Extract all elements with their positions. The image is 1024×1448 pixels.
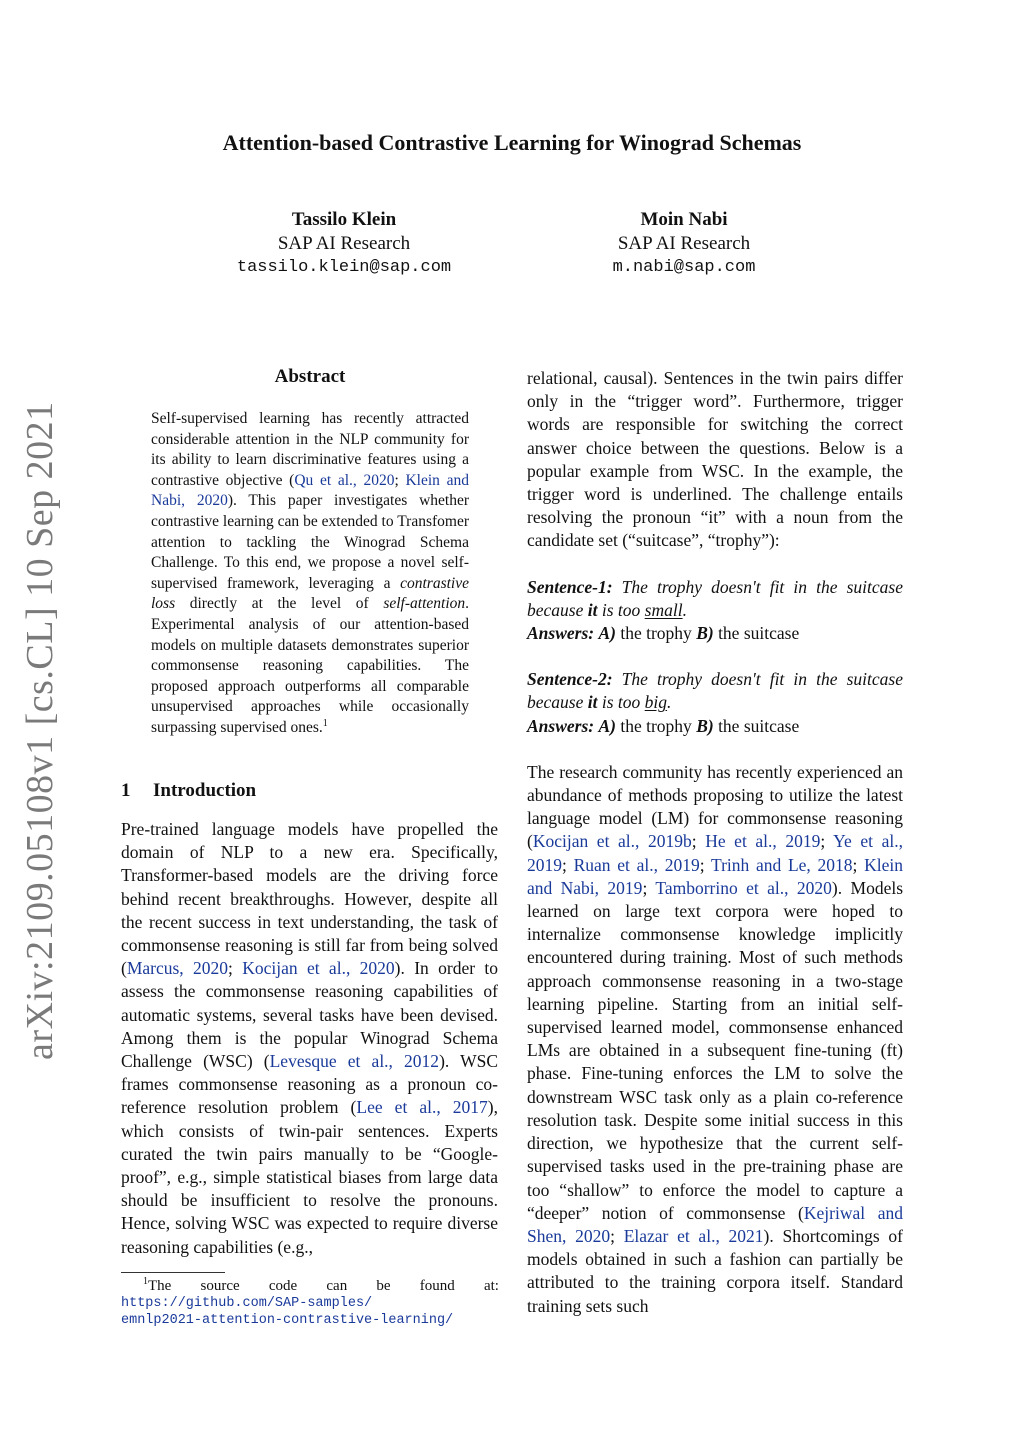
footnote-word <box>143 1278 171 1295</box>
answer-option-text: the trophy <box>615 715 697 736</box>
answer-option-label: B) <box>696 715 714 736</box>
text-run: ; <box>610 1225 624 1246</box>
example-text: . <box>682 599 687 620</box>
example-label: Sentence-1: <box>527 576 613 597</box>
citation-link[interactable]: Trinh and Le, 2018 <box>711 854 853 875</box>
text-run: ; <box>691 831 706 852</box>
citation-link[interactable]: Kejriwal and Shen, 2020 <box>527 1202 903 1246</box>
right-column <box>527 367 903 1318</box>
answer-option-label: A) <box>598 715 616 736</box>
text-run: ; <box>642 877 656 898</box>
footnote-text <box>121 1278 499 1295</box>
emphasis: self-attention <box>383 595 466 613</box>
footnote-word: code <box>268 1278 298 1294</box>
citation-link[interactable]: Kocijan et al., 2019b <box>532 831 692 852</box>
citation-link[interactable]: Tamborrino et al., 2020 <box>655 877 832 898</box>
author-email[interactable]: m.nabi@sap.com <box>612 258 756 277</box>
text-run: The research community has recently experienced an abundance of methods proposing to utilize the latest language model (LM) for commonsense reasoning ( <box>527 761 903 852</box>
trigger-word: big <box>644 692 668 713</box>
author-block <box>524 208 844 280</box>
example-text: . <box>667 692 672 713</box>
text-run: ; <box>562 854 574 875</box>
text-run: directly at the level of <box>175 595 384 613</box>
author-affiliation: SAP AI Research <box>277 233 411 254</box>
pronoun-highlight: it <box>587 692 598 713</box>
example-text: The trophy doesn't fit in the suitcase because <box>527 576 903 620</box>
example-text: The trophy doesn't fit in the suitcase because <box>527 669 903 713</box>
trigger-word: small <box>644 599 683 620</box>
footnote-mark: 1 <box>143 1276 148 1287</box>
answers-label: Answers: <box>527 623 595 644</box>
citation-link[interactable]: Klein and Nabi, 2020 <box>151 471 469 510</box>
example-text: is too <box>597 599 645 620</box>
example-label: Sentence-2: <box>527 669 613 690</box>
text-run: ; <box>699 854 711 875</box>
footnote-mark[interactable]: 1 <box>322 717 328 729</box>
example-sentence-1 <box>527 576 903 646</box>
citation-link[interactable]: Ruan et al., 2019 <box>573 854 700 875</box>
author-name: Tassilo Klein <box>291 209 397 230</box>
answers-label: Answers: <box>527 715 595 736</box>
answer-option-label: A) <box>598 623 616 644</box>
footnote-word: can <box>326 1278 348 1294</box>
footnote-word: be <box>376 1278 391 1294</box>
author-email[interactable]: tassilo.klein@sap.com <box>236 258 452 277</box>
citation-link[interactable]: Marcus, 2020 <box>126 958 229 979</box>
text-run: . Experimental analysis of our attention-based models on multiple datasets demonstrates superior commonsense reasoning capabilities. The proposed approach outperforms all comparable unsupervised approaches while occasionally surpassing supervised ones. <box>151 595 469 736</box>
author-affiliation: SAP AI Research <box>617 233 751 254</box>
section-heading <box>121 780 501 802</box>
arxiv-identifier-stamp: arXiv:2109.05108v1 [cs.CL] 10 Sep 2021 <box>19 401 61 1060</box>
text-run: ). Shortcomings of models obtained in such a fashion can partially be attributed to the training corpora itself. Standard training sets such <box>527 1225 903 1316</box>
footnote-url-link[interactable]: https://github.com/SAP-samples/ <box>121 1296 373 1311</box>
answer-option-text: the suitcase <box>713 623 800 644</box>
text-run: ; <box>852 854 865 875</box>
footnote-word: found <box>419 1278 455 1294</box>
section-number: 1 <box>121 780 131 801</box>
intro-paragraph <box>121 818 498 1259</box>
text-run: ). Models learned on large text corpora were hoped to internalize commonsense knowledge implicitly encountered during training. Most of such methods approach commonsense reasoning in a two-stage learning pipeline. Starting from an initial self-supervised learned model, commonsense enhanced LMs are obtained in a subsequent fine-tuning (ft) phase. Fine-tuning enforces the LM to solve the downstream WSC task only as a plain co-reference resolution task. Despite some initial success in this direction, we hypothesize that the current self-supervised tasks used in the pre-training phase are too “shallow” to enforce the model to capture a “deeper” notion of commonsense ( <box>527 877 904 1223</box>
example-sentence-2 <box>527 668 903 738</box>
citation-link[interactable]: Klein and Nabi, 2019 <box>527 854 904 898</box>
text-run: ; <box>394 471 406 489</box>
text-run: ; <box>820 831 834 852</box>
section-title: Introduction <box>153 780 257 801</box>
citation-link[interactable]: Qu et al., 2020 <box>294 471 395 489</box>
answer-option-label: B) <box>696 623 714 644</box>
citation-link[interactable]: Elazar et al., 2021 <box>623 1225 764 1246</box>
footnote-word: at: <box>483 1278 499 1294</box>
footnote-divider <box>121 1272 225 1273</box>
text-run: ). In order to assess the commonsense reasoning capabilities of automatic systems, several tasks have been devised. Among them is the popular Winograd Schema Challenge (WSC) ( <box>121 958 498 1072</box>
citation-link[interactable]: Ye et al., 2019 <box>527 831 903 875</box>
author-name: Moin Nabi <box>640 209 728 230</box>
footnote-word: source <box>200 1278 240 1294</box>
pronoun-highlight: it <box>587 599 598 620</box>
answer-option-text: the trophy <box>615 623 697 644</box>
text-run: ; <box>228 958 243 979</box>
footnote-word: The <box>148 1278 172 1294</box>
text-run: ), which consists of twin-pair sentences. Experts curated the twin pairs manually to be “Google-proof”, e.g., simple statistical biases from large data should be insufficient to resolve the pronouns. Hence, solving WSC was expected to require diverse reasoning capabilities (e.g., <box>121 1097 498 1257</box>
abstract-body <box>151 409 469 739</box>
citation-link[interactable]: Kocijan et al., 2020 <box>242 958 395 979</box>
abstract-heading: Abstract <box>274 366 346 387</box>
citation-link[interactable]: He et al., 2019 <box>705 831 821 852</box>
body-paragraph <box>527 761 903 1318</box>
example-text: is too <box>597 692 645 713</box>
footnote <box>121 1278 499 1329</box>
footnote-url-link[interactable]: emnlp2021-attention-contrastive-learning/ <box>121 1313 454 1328</box>
text-run: ). This paper investigates whether contrastive learning can be extended to Transfomer attention to tackling the Winograd Schema Challenge. To this end, we propose a novel self-supervised framework, leveraging a <box>151 492 469 592</box>
citation-link[interactable]: Lee et al., 2017 <box>356 1097 488 1118</box>
text-run: Pre-trained language models have propelled the domain of NLP to a new era. Specifically, Transformer-based models are the driving force behind recent breakthroughs. However, despite all the recent success in text understanding, the task of commonsense reasoning is still far from being solved ( <box>121 819 498 979</box>
emphasis: contrastive loss <box>151 574 469 613</box>
citation-link[interactable]: Levesque et al., 2012 <box>269 1051 440 1072</box>
paper-title: Attention-based Contrastive Learning for Winograd Schemas <box>222 130 802 155</box>
text-run: Self-supervised learning has recently attracted considerable attention in the NLP community for its ability to learn discriminative features using a contrastive objective ( <box>151 410 469 489</box>
author-block <box>184 208 504 280</box>
answer-option-text: the suitcase <box>713 715 800 736</box>
intro-paragraph-continued: relational, causal). Sentences in the twin pairs differ only in the “trigger word”. Furthermore, trigger words are responsible for switching the correct answer choice between the questions. Below is a popular example from WSC. In the example, the trigger word is underlined. The challenge entails resolving the pronoun “it” with a noun from the candidate set (“suitcase”, “trophy”): <box>527 368 903 551</box>
text-run: ). WSC frames commonsense reasoning as a pronoun co-reference resolution problem ( <box>121 1051 498 1118</box>
